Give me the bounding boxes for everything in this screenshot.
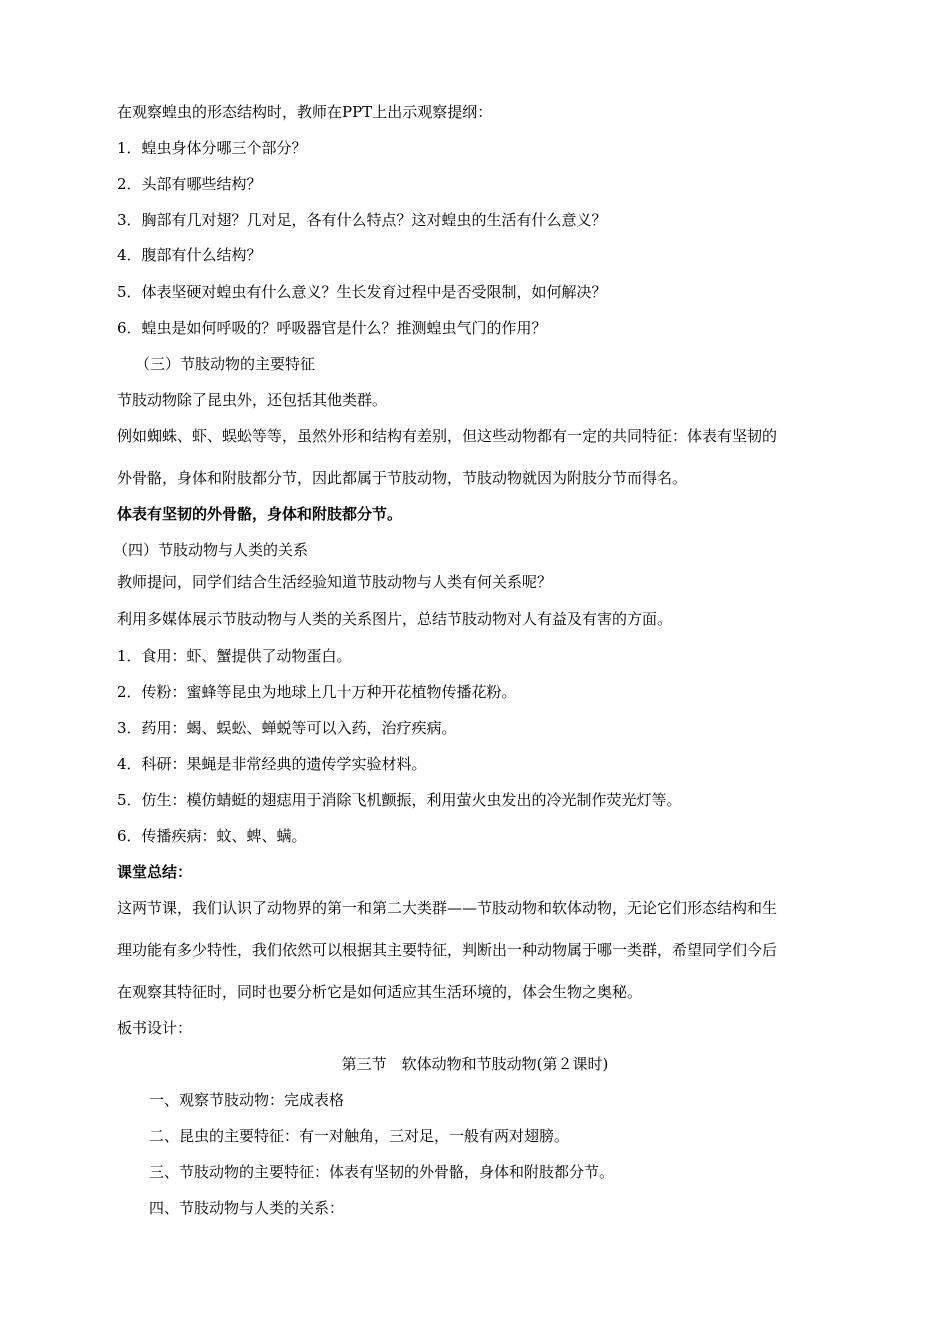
summary-line-3: 在观察其特征时，同时也要分析它是如何适应其生活环境的，体会生物之奥秘。: [117, 983, 643, 1001]
relation-item-1: 1．食用：虾、蟹提供了动物蛋白。: [117, 647, 352, 665]
section-3-heading: （三）节肢动物的主要特征: [135, 355, 316, 373]
section-4-heading: （四）节肢动物与人类的关系: [113, 541, 309, 559]
summary-heading: 课堂总结：: [117, 863, 193, 881]
section-3-bold-statement: 体表有坚韧的外骨骼，身体和附肢都分节。: [117, 505, 403, 523]
summary-line-2: 理功能有多少特性，我们依然可以根据其主要特征，判断出一种动物属于哪一类群，希望同学们今后: [117, 941, 778, 959]
question-2: 2．头部有哪些结构？: [117, 175, 262, 193]
question-1: 1．蝗虫身体分哪三个部分？: [117, 139, 307, 157]
question-4: 4．腹部有什么结构？: [117, 246, 262, 264]
board-title: 第三节 软体动物和节肢动物(第２课时): [341, 1055, 609, 1073]
board-item-4: 四、节肢动物与人类的关系：: [149, 1199, 345, 1217]
question-6: 6．蝗虫是如何呼吸的？呼吸器官是什么？推测蝗虫气门的作用？: [117, 319, 547, 337]
board-label: 板书设计：: [117, 1019, 193, 1037]
relation-item-3: 3．药用：蝎、蜈蚣、蝉蜕等可以入药，治疗疾病。: [117, 719, 457, 737]
relation-item-5: 5．仿生：模仿蜻蜓的翅痣用于消除飞机颤振，利用萤火虫发出的冷光制作荧光灯等。: [117, 791, 682, 809]
board-item-2: 二、昆虫的主要特征：有一对触角，三对足，一般有两对翅膀。: [149, 1127, 570, 1145]
section-3-paragraph-1: 节肢动物除了昆虫外，还包括其他类群。: [117, 391, 388, 409]
summary-line-1: 这两节课，我们认识了动物界的第一和第二大类群——节肢动物和软体动物，无论它们形态结构和生: [117, 899, 778, 917]
board-item-3: 三、节肢动物的主要特征：体表有坚韧的外骨骼，身体和附肢都分节。: [149, 1163, 615, 1181]
relation-item-4: 4．科研：果蝇是非常经典的遗传学实验材料。: [117, 755, 427, 773]
relation-item-6: 6．传播疾病：蚊、蜱、螨。: [117, 827, 307, 845]
section-4-paragraph-1: 教师提问，同学们结合生活经验知道节肢动物与人类有何关系呢？: [117, 573, 553, 591]
question-3: 3．胸部有几对翅？几对足，各有什么特点？这对蝗虫的生活有什么意义？: [117, 211, 607, 229]
observation-intro: 在观察蝗虫的形态结构时，教师在PPT上出示观察提纲：: [117, 103, 493, 121]
question-5: 5．体表坚硬对蝗虫有什么意义？生长发育过程中是否受限制，如何解决？: [117, 283, 607, 301]
relation-item-2: 2．传粉：蜜蜂等昆虫为地球上几十万种开花植物传播花粉。: [117, 683, 517, 701]
section-3-paragraph-2b: 外骨骼，身体和附肢都分节，因此都属于节肢动物，节肢动物就因为附肢分节而得名。: [117, 469, 688, 487]
board-item-1: 一、观察节肢动物：完成表格: [149, 1091, 345, 1109]
section-4-paragraph-2: 利用多媒体展示节肢动物与人类的关系图片，总结节肢动物对人有益及有害的方面。: [117, 610, 673, 628]
section-3-paragraph-2a: 例如蜘蛛、虾、蜈蚣等等，虽然外形和结构有差别，但这些动物都有一定的共同特征：体表有坚韧的: [117, 427, 778, 445]
